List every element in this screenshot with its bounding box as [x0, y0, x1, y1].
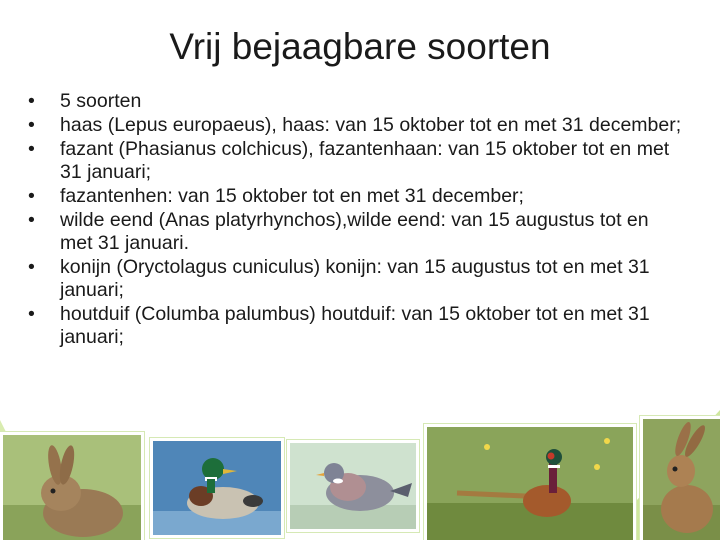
bullet-text: wilde eend (Anas platyrhynchos),wilde eend: van 15 augustus tot en met 31 januari. [60, 209, 649, 254]
list-item [26, 256, 686, 302]
list-item [26, 185, 686, 208]
list-item [26, 114, 686, 137]
slide-title: Vrij bejaagbare soorten [169, 26, 551, 67]
bullet-icon: • [28, 303, 35, 325]
pheasant-photo [424, 424, 636, 540]
bullet-text: 5 soorten [60, 90, 142, 112]
bullet-icon: • [28, 209, 35, 231]
list-item [26, 90, 686, 113]
bullet-text: fazant (Phasianus colchicus), fazantenhaan: van 15 oktober tot en met 31 januari; [60, 138, 670, 183]
bullet-icon: • [28, 90, 35, 112]
hare-photo [640, 416, 720, 540]
list-item [26, 209, 686, 255]
pigeon-photo [287, 440, 419, 532]
bullet-icon: • [28, 185, 35, 207]
bullet-text: houtduif (Columba palumbus) houtduif: van 15 oktober tot en met 31 januari; [60, 303, 650, 348]
duck-photo [150, 438, 284, 538]
bullet-icon: • [28, 114, 35, 136]
bullet-text: konijn (Oryctolagus cuniculus) konijn: van 15 augustus tot en met 31 januari; [60, 256, 650, 301]
bullet-icon: • [28, 138, 35, 160]
list-item [26, 138, 686, 184]
bullet-text: fazantenhen: van 15 oktober tot en met 31 december; [60, 185, 524, 207]
rabbit-photo [0, 432, 144, 540]
bullet-list [26, 90, 686, 350]
list-item [26, 303, 686, 349]
bullet-icon: • [28, 256, 35, 278]
bullet-text: haas (Lepus europaeus), haas: van 15 oktober tot en met 31 december; [60, 114, 682, 136]
